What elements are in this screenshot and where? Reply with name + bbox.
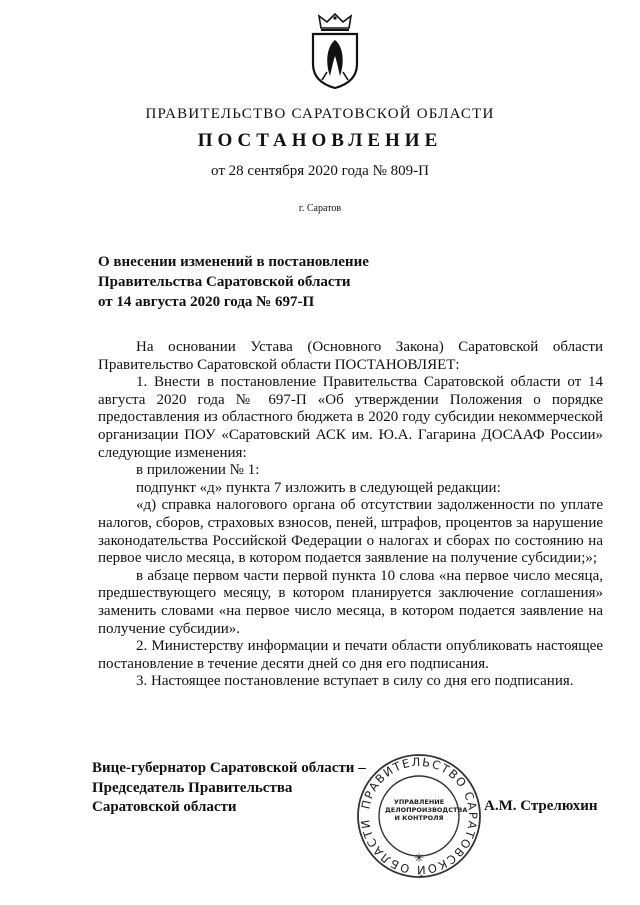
signatory-position bbox=[92, 759, 366, 818]
position-line: Саратовской области bbox=[92, 799, 237, 815]
body-paragraph: 3. Настоящее постановление вступает в силу со дня его подписания. bbox=[136, 673, 574, 690]
government-name: ПРАВИТЕЛЬСТВО САРАТОВСКОЙ ОБЛАСТИ bbox=[145, 106, 495, 122]
svg-text:✳: ✳ bbox=[413, 851, 425, 865]
body-paragraph: 1. Внести в постановление Правительства Саратовской области от 14 августа 2020 года № 697-П «Об утверждении Положения о порядке предоставления из областного бюджета в 2020 году субсидии некоммерческой организации ПОУ «Саратовский АСК им. Ю.А. Гагарина ДОСААФ России» следующие изменения: bbox=[98, 374, 603, 461]
document-date-number: от 28 сентября 2020 года № 809-П bbox=[211, 163, 429, 179]
body-paragraph: в абзаце первом части первой пункта 10 слова «на первое число месяца, предшествующего месяцу, в котором планируется заключение соглашения» заменить словами «на первое число месяца, в котором подается заявление на получение субсидии». bbox=[98, 567, 603, 637]
body-paragraph: «д) справка налогового органа об отсутствии задолженности по уплате налогов, сборов, страховых взносов, пеней, штрафов, процентов за нарушение законодательства Российской Федерации о налогах и сборах по состоянию на первое число месяца, в котором подается заявление на получение субсидии;»; bbox=[98, 497, 603, 567]
document-body bbox=[98, 339, 603, 691]
official-seal-stamp bbox=[355, 752, 483, 880]
body-paragraph: подпункт «д» пункта 7 изложить в следующей редакции: bbox=[136, 479, 501, 496]
signatory-name: А.М. Стрелюхин bbox=[484, 798, 598, 814]
coat-of-arms-icon bbox=[307, 12, 363, 90]
position-line: Председатель Правительства bbox=[92, 779, 293, 796]
subject-line: от 14 августа 2020 года № 697-П bbox=[98, 294, 315, 310]
document-city: г. Саратов bbox=[298, 203, 342, 214]
subject-line: О внесении изменений в постановление bbox=[98, 254, 369, 270]
body-paragraph: 2. Министерству информации и печати области опубликовать настоящее постановление в течение десяти дней со дня его подписания. bbox=[98, 638, 603, 672]
document-type: ПОСТАНОВЛЕНИЕ bbox=[197, 130, 443, 151]
body-paragraph: На основании Устава (Основного Закона) Саратовской области Правительство Саратовской области ПОСТАНОВЛЯЕТ: bbox=[98, 339, 603, 373]
position-line: Вице-губернатор Саратовской области – bbox=[92, 760, 366, 776]
subject-line: Правительства Саратовской области bbox=[98, 274, 351, 290]
seal-ring-text: ПРАВИТЕЛЬСТВО САРАТОВСКОЙ ОБЛАСТИ bbox=[357, 754, 481, 878]
document-subject bbox=[98, 252, 369, 312]
seal-center-text: УПРАВЛЕНИЕ ДЕЛОПРОИЗВОДСТВА И КОНТРОЛЯ bbox=[385, 798, 468, 822]
body-paragraph: в приложении № 1: bbox=[136, 462, 260, 479]
